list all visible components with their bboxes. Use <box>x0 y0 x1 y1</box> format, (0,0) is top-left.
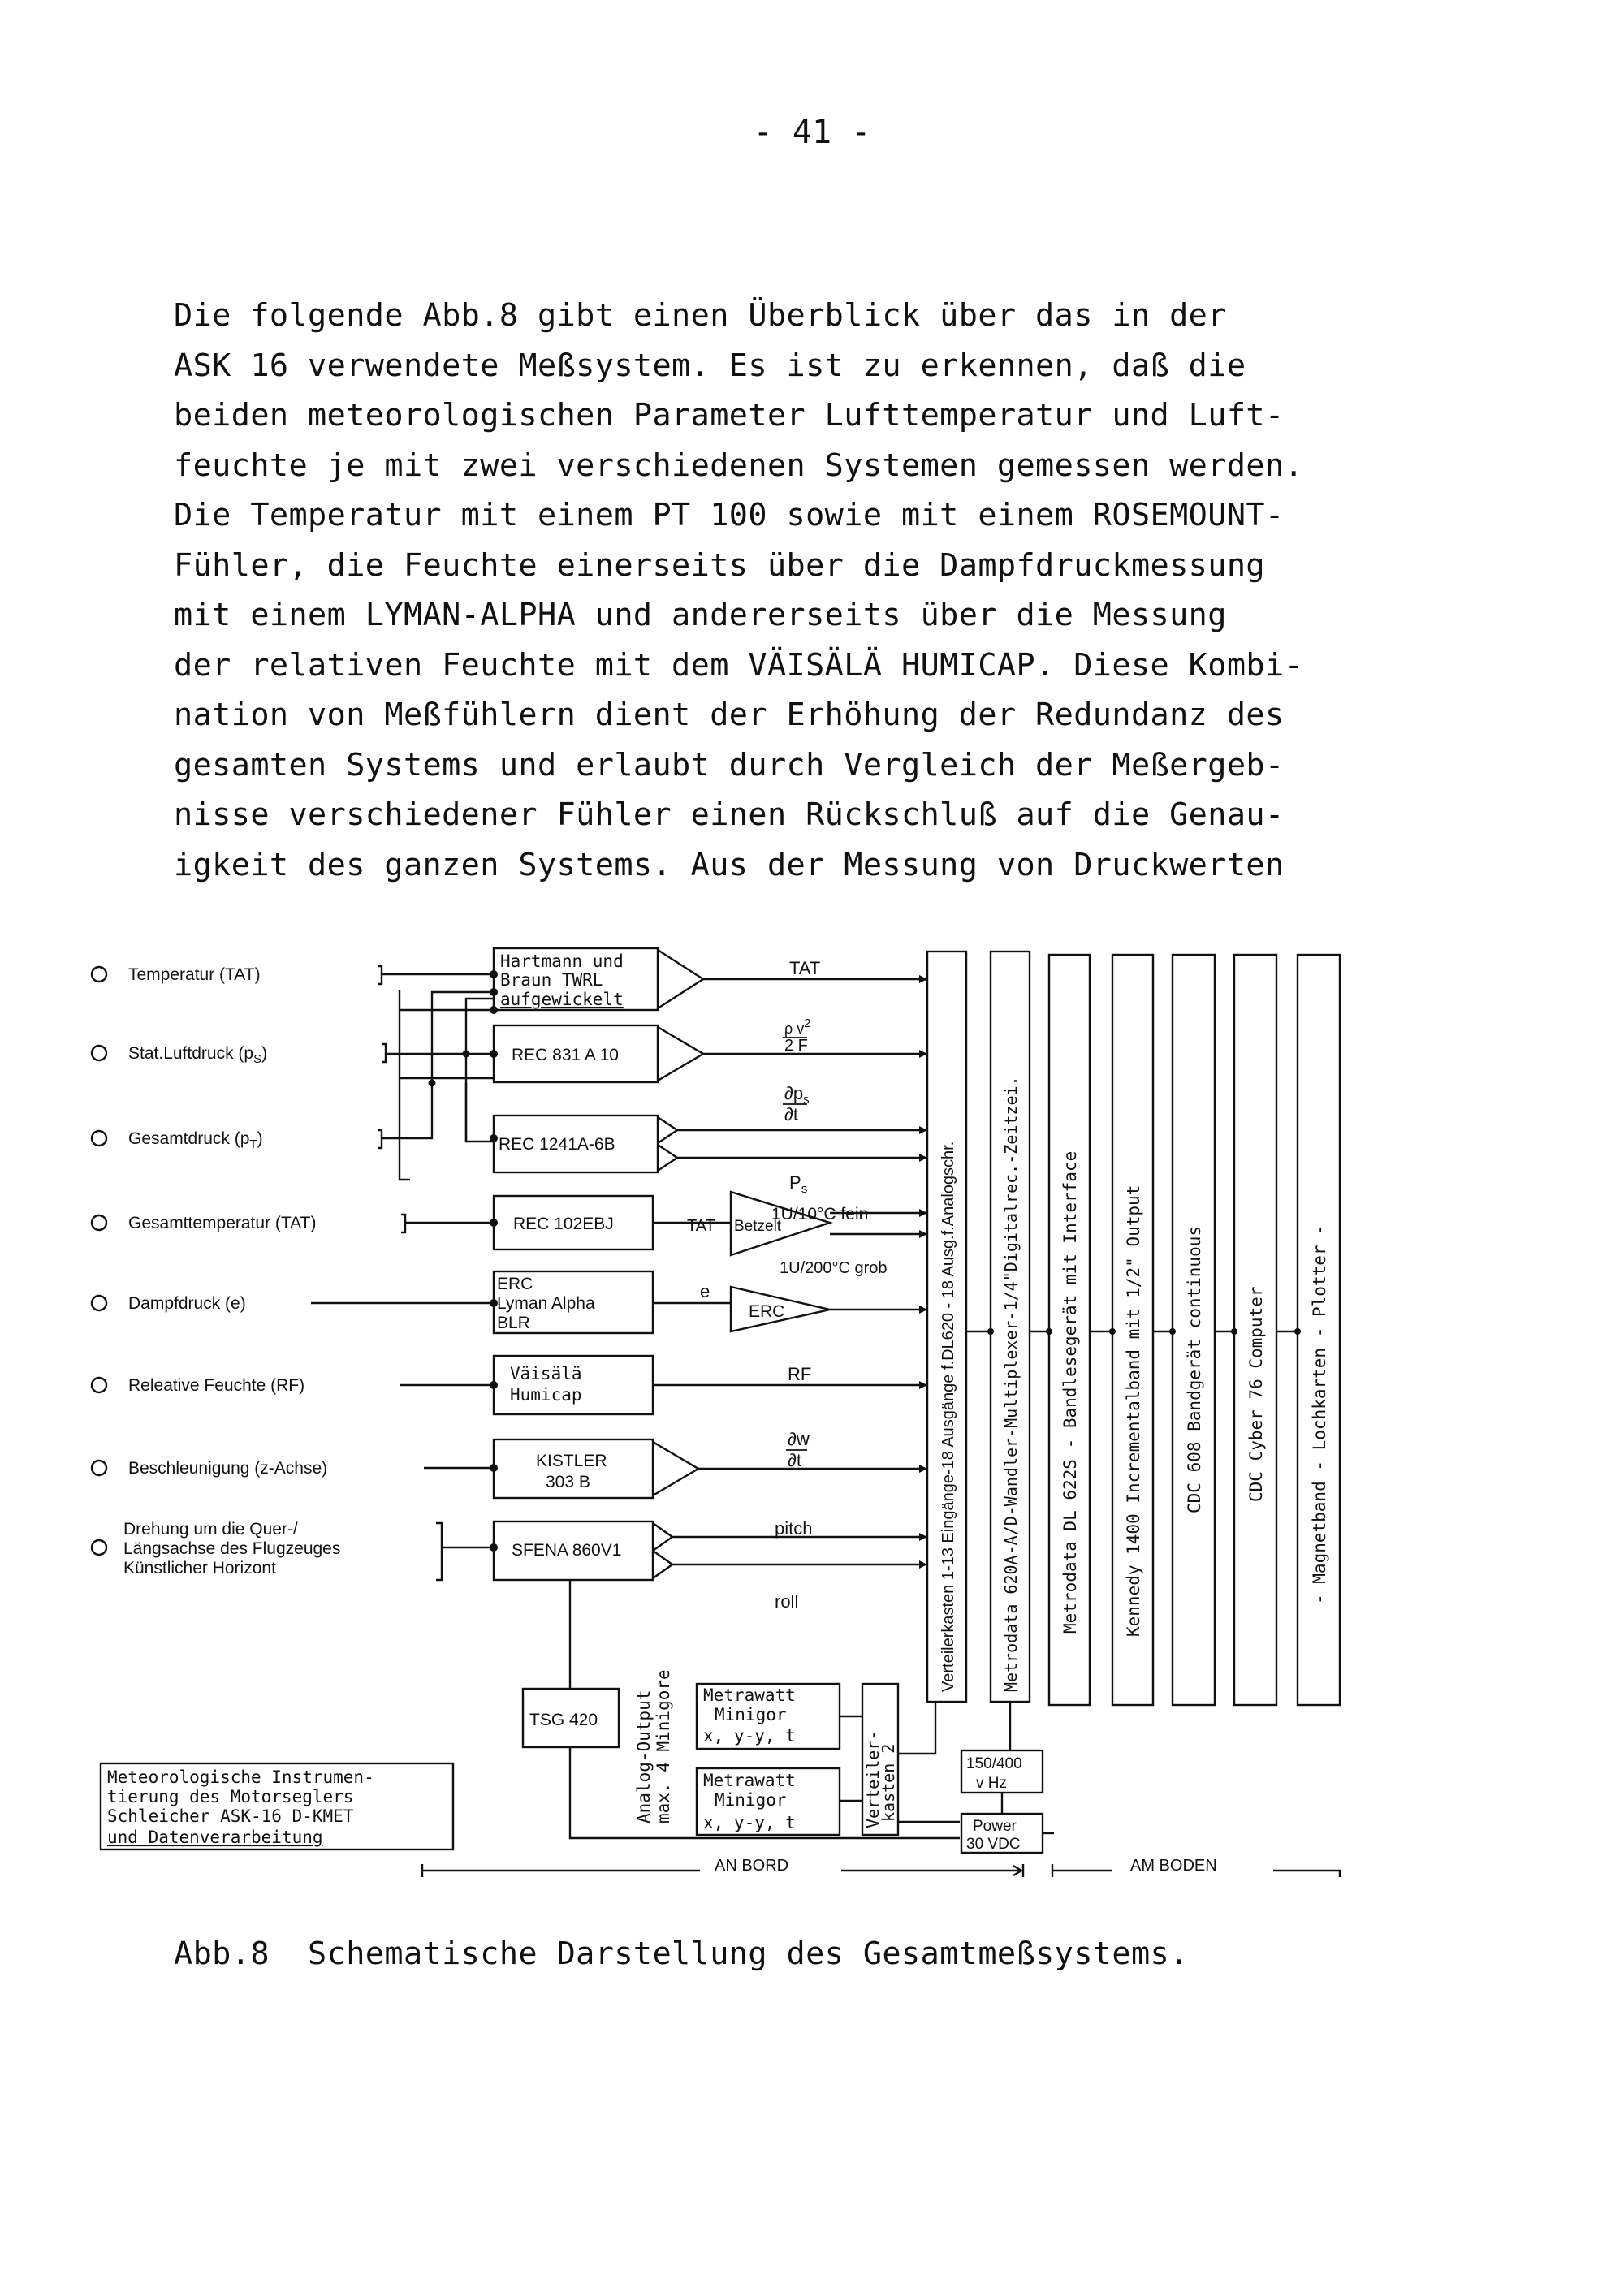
converter-label: 150/400 <box>966 1755 1022 1772</box>
column-label: Verteilerkasten 1-13 Eingänge-18 Ausgänge f.DL620 - 18 Ausg.f.Analogschr. <box>939 1141 957 1692</box>
metrawatt-label: Minigor <box>715 1790 787 1810</box>
column-label: CDC Cyber 76 Computer <box>1246 1286 1266 1502</box>
sensor-label: aufgewickelt <box>500 990 624 1009</box>
input-terminal <box>92 967 106 982</box>
metrawatt-label: Metrawatt <box>703 1685 796 1705</box>
signal-label: e <box>700 1281 710 1301</box>
input-label: Künstlicher Horizont <box>123 1559 276 1577</box>
verteiler2-label: Verteiler- <box>863 1730 883 1828</box>
legend-text: Meteorologische Instrumen- <box>107 1767 374 1787</box>
junction-dot <box>490 988 498 996</box>
arrow-head <box>919 1209 927 1217</box>
junction-dot <box>1294 1328 1301 1335</box>
input-label-main: Stat.Luftdruck (p <box>128 1044 254 1063</box>
metrawatt-label: x, y-y, t <box>703 1813 796 1832</box>
sensor-label: TSG 420 <box>529 1711 598 1729</box>
input-label-close: ) <box>261 1044 268 1063</box>
column-label: Metrodata 620A-A/D-Wandler-Multiplexer-1/4"Digitalrec.-Zeitzei. <box>1001 1076 1021 1692</box>
paragraph-line: igkeit des ganzen Systems. Aus der Messung von Druckwerten <box>174 846 1285 883</box>
input-terminal <box>92 1461 106 1475</box>
junction-dot <box>987 1328 994 1335</box>
signal-label: ∂t <box>784 1104 798 1124</box>
amp-triangle <box>658 1117 677 1171</box>
paragraph-line: der relativen Feuchte mit dem VÄISÄLÄ HUMICAP. Diese Kombi- <box>174 646 1304 684</box>
input-terminal <box>92 1296 106 1310</box>
analog-output-label: Analog-Output <box>634 1690 654 1823</box>
sensor-label: REC 831 A 10 <box>512 1046 619 1064</box>
input-terminal <box>92 1540 106 1555</box>
input-label: Längsachse des Flugzeuges <box>123 1539 341 1558</box>
an-bord-label: AN BORD <box>715 1857 789 1875</box>
column-label: Metrodata DL 622S - Bandlesegerät mit Interface <box>1060 1150 1080 1634</box>
sensor-label: SFENA 860V1 <box>512 1541 622 1560</box>
sensor-label: ERC <box>749 1302 785 1321</box>
input-label: Releative Feuchte (RF) <box>128 1376 305 1395</box>
paragraph-line: Fühler, die Feuchte einerseits über die Dampfdruckmessung <box>174 546 1266 584</box>
sensor-label: 303 B <box>546 1473 590 1491</box>
sensor-label: BLR <box>497 1314 530 1332</box>
signal-label: TAT <box>687 1217 715 1235</box>
sensor-label: Hartmann und <box>500 952 624 971</box>
input-terminal <box>92 1131 106 1146</box>
junction-dot <box>490 1134 498 1142</box>
arrow-head <box>919 1306 927 1314</box>
figure-caption: Abb.8 Schematische Darstellung des Gesamtmeßsystems. <box>174 1936 1189 1972</box>
signal-label: pitch <box>775 1518 813 1539</box>
sensor-label: Betzelt <box>734 1218 782 1235</box>
signal-label: RF <box>788 1364 812 1384</box>
input-label: Temperatur (TAT) <box>128 965 261 984</box>
signal-label-main: P <box>789 1172 801 1193</box>
junction-dot <box>429 1080 436 1087</box>
sensor-label: KISTLER <box>536 1452 607 1470</box>
amp-triangle <box>658 1027 703 1081</box>
input-terminal <box>92 1046 106 1060</box>
junction-dot <box>1109 1328 1116 1335</box>
input-terminal <box>92 1215 106 1230</box>
legend-text: Schleicher ASK-16 D-KMET <box>107 1806 354 1826</box>
column-label: Kennedy 1400 Incrementalband mit 1/2" Output <box>1124 1185 1143 1637</box>
sensor-label: Humicap <box>510 1385 582 1405</box>
arrow-head <box>919 1533 927 1541</box>
signal-label: 1U/10°C fein <box>771 1205 869 1224</box>
input-label: Dampfdruck (e) <box>128 1294 246 1313</box>
junction-dot <box>1169 1328 1176 1335</box>
arrow-head <box>919 1126 927 1134</box>
paragraph-line: ASK 16 verwendete Meßsystem. Es ist zu erkennen, daß die <box>174 347 1246 384</box>
junction-dot <box>490 970 498 978</box>
legend-text: und Datenverarbeitung <box>107 1828 323 1847</box>
am-boden-label: AM BODEN <box>1130 1857 1217 1875</box>
junction-dot <box>490 1464 498 1472</box>
sensor-label: Väisälä <box>510 1364 582 1383</box>
converter-label: v Hz <box>976 1775 1007 1792</box>
signal-label <box>784 1083 810 1107</box>
input-label <box>128 1129 263 1151</box>
legend-text: tierung des Motorseglers <box>107 1787 354 1806</box>
input-label-main: Gesamtdruck (p <box>128 1129 250 1148</box>
amp-triangle <box>658 950 703 1008</box>
paragraph-line: gesamten Systems und erlaubt durch Vergleich der Meßergeb- <box>174 746 1285 783</box>
column-label: - Magnetband - Lochkarten - Plotter - <box>1310 1224 1329 1604</box>
input-label-sub: S <box>253 1052 262 1066</box>
input-label <box>128 1044 267 1066</box>
junction-dot <box>490 1050 498 1058</box>
column-label: CDC 608 Bandgerät continuous <box>1185 1225 1204 1513</box>
analog-output-label: max. 4 Minigore <box>654 1669 673 1823</box>
paragraph-line: feuchte je mit zwei verschiedenen Systemen gemessen werden. <box>174 447 1304 484</box>
junction-dot <box>1231 1328 1237 1335</box>
input-label: Drehung um die Quer-/ <box>123 1520 298 1539</box>
paragraph-line: nation von Meßfühlern dient der Erhöhung der Redundanz des <box>174 697 1285 733</box>
sensor-label: REC 102EBJ <box>513 1215 614 1233</box>
metrawatt-label: Metrawatt <box>703 1771 796 1790</box>
paragraph-line: Die Temperatur mit einem PT 100 sowie mit einem ROSEMOUNT- <box>174 497 1285 533</box>
arrow-head <box>919 1381 927 1389</box>
signal-label: 1U/200°C grob <box>780 1259 888 1277</box>
signal-label: 2 F <box>784 1037 808 1055</box>
input-label-sub: T <box>249 1137 257 1151</box>
signal-label-main: ρ v <box>784 1021 805 1037</box>
signal-label: ∂t <box>788 1450 801 1470</box>
signal-label-sub: s <box>801 1182 808 1196</box>
paragraph-line: Die folgende Abb.8 gibt einen Überblick über das in der <box>174 297 1227 334</box>
signal-label-sub: s <box>803 1093 810 1107</box>
paragraph-line: nisse verschiedener Fühler einen Rückschluß auf die Genau- <box>174 796 1285 833</box>
verteiler2-label: kasten 2 <box>879 1743 898 1822</box>
junction-dot <box>490 1543 498 1552</box>
sensor-label: Lyman Alpha <box>497 1294 595 1313</box>
arrow-head <box>919 1560 927 1569</box>
input-label-close: ) <box>257 1129 263 1148</box>
junction-dot <box>463 1051 470 1058</box>
arrow-head <box>919 1230 927 1238</box>
signal-label <box>784 1016 811 1037</box>
amp-triangle <box>653 1523 672 1578</box>
input-label: Beschleunigung (z-Achse) <box>128 1459 328 1478</box>
junction-dot <box>490 1219 498 1227</box>
input-label: Gesamttemperatur (TAT) <box>128 1214 317 1232</box>
arrow-head <box>919 1154 927 1162</box>
paragraph-line: beiden meteorologischen Parameter Lufttemperatur und Luft- <box>174 397 1285 434</box>
sensor-label: ERC <box>497 1275 533 1293</box>
sensor-label: REC 1241A-6B <box>499 1135 615 1154</box>
arrow-head <box>919 1050 927 1058</box>
power-label: 30 VDC <box>966 1836 1021 1853</box>
signal-label: TAT <box>789 958 821 978</box>
signal-label: roll <box>775 1591 799 1612</box>
signal-label <box>789 1172 807 1196</box>
junction-dot <box>490 1381 498 1389</box>
input-terminal <box>92 1378 106 1392</box>
arrow-head <box>919 1465 927 1473</box>
sensor-label: Braun TWRL <box>500 970 603 990</box>
junction-dot <box>490 1006 498 1014</box>
metrawatt-label: Minigor <box>715 1705 787 1724</box>
signal-label-main: ∂p <box>784 1083 804 1103</box>
paragraph-line: mit einem LYMAN-ALPHA und andererseits über die Messung <box>174 597 1227 633</box>
junction-dot <box>1046 1328 1052 1335</box>
metrawatt-label: x, y-y, t <box>703 1726 796 1746</box>
power-label: Power <box>973 1818 1017 1835</box>
signal-label: ∂w <box>788 1429 810 1449</box>
signal-label-exp: 2 <box>804 1016 811 1030</box>
page-number: - 41 - <box>753 114 871 151</box>
amp-triangle <box>653 1442 698 1495</box>
